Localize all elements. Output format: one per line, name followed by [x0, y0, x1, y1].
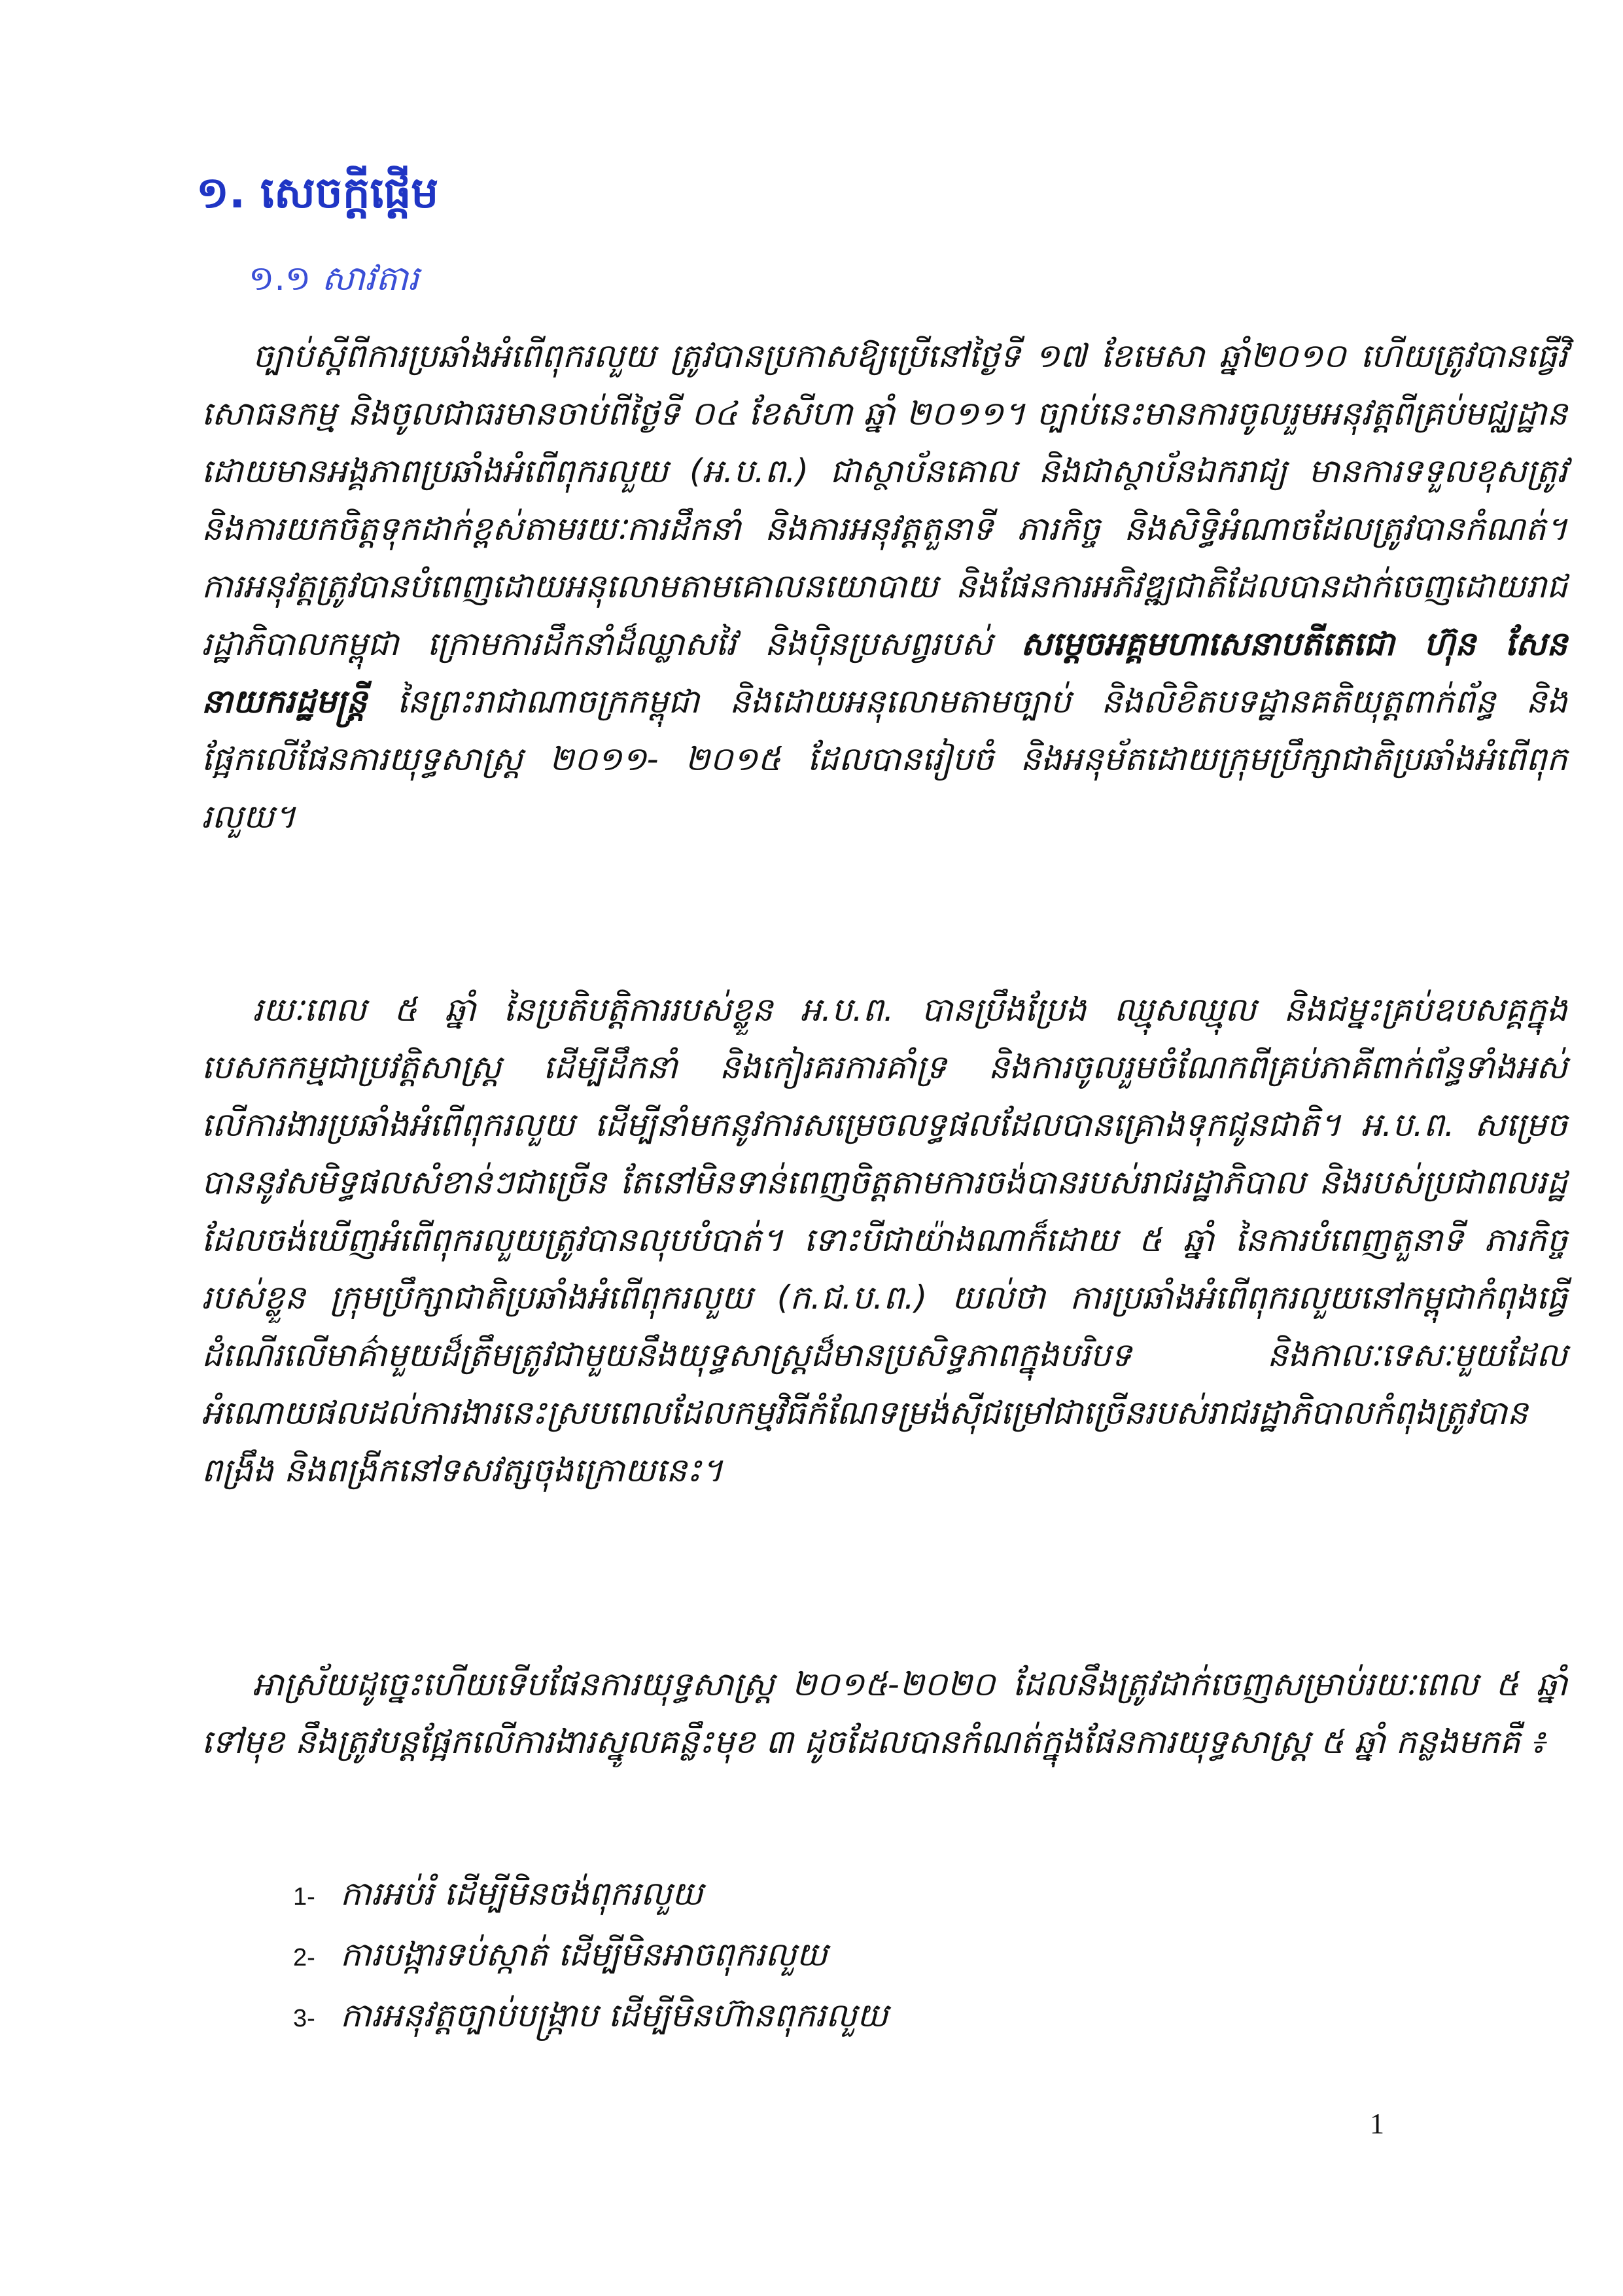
list-marker: 1-: [293, 1883, 315, 1911]
list-item-text: ការអប់រំ ដើម្បីមិនចង់ពុករលួយ: [340, 1875, 703, 1913]
core-tasks-list: [293, 1865, 888, 2047]
section-heading: [196, 168, 439, 218]
subsection-number: ១.១: [249, 259, 311, 298]
list-marker: 3-: [293, 2005, 315, 2032]
paragraph-strategic-plan: អាស្រ័យដូច្នេះហើយទើបផែនការយុទ្ធសាស្ត្រ ២០១៥-២០២០ ដែលនឹងត្រូវដាក់ចេញសម្រាប់រយៈពេល ៥ ឆ្នាំ ទៅមុខ នឹងត្រូវបន្តផ្អែកលើការងារស្នូលគន្លឹះមុខ ៣ ដូចដែលបានកំណត់ក្នុងផែនការយុទ្ធសាស្ត្រ ៥ ឆ្នាំ កន្លងមកគឺ ៖: [201, 1665, 1567, 1761]
page-number: 1: [1370, 2108, 1384, 2140]
section-title: សេចក្តីផ្តើម: [260, 168, 439, 218]
list-item-text: ការអនុវត្តច្បាប់បង្រ្កាប ដើម្បីមិនហ៊ានពុករលួយ: [340, 1996, 888, 2034]
paragraph1-text-end: នៃព្រះរាជាណាចក្រកម្ពុជា និងដោយអនុលោមតាមច្បាប់ និងលិខិតបទដ្ឋានគតិយុត្តពាក់ព័ន្ធ និងផ្អែកលើផែនការយុទ្ធសាស្ត្រ ២០១១- ២០១៥ ដែលបានរៀបចំ និងអនុម័តដោយក្រុមប្រឹក្សាជាតិប្រឆាំងអំពើពុករលួយ។: [201, 682, 1567, 836]
list-item: [293, 1865, 888, 1926]
prime-minister-name: សម្តេចអគ្គមហាសេនាបតីតេជោ ហ៊ុន សែន នាយករដ្ឋមន្ត្រី: [201, 625, 1568, 720]
list-marker: 2-: [293, 1944, 315, 1971]
list-item: [293, 1987, 888, 2047]
subsection-heading: [249, 259, 419, 298]
section-number: ១.: [196, 168, 246, 218]
list-item: [293, 1926, 888, 1987]
list-item-text: ការបង្ការទប់ស្កាត់ ដើម្បីមិនអាចពុករលួយ: [340, 1935, 828, 1973]
subsection-title: សាវតារ: [321, 259, 419, 298]
paragraph-background: [201, 327, 1567, 845]
paragraph1-text-start: ច្បាប់ស្តីពីការប្រឆាំងអំពើពុករលួយ ត្រូវបានប្រកាសឱ្យប្រើនៅថ្ងៃទី ១៧ ខែមេសា ឆ្នាំ២០១០ ហើយត្រូវបានធ្វើវិសោធនកម្ម និងចូលជាធរមានចាប់ពីថ្ងៃទី ០៤ ខែសីហា ឆ្នាំ ២០១១។ ច្បាប់នេះមានការចូលរួមអនុវត្តពីគ្រប់មជ្ឈដ្ឋានដោយមានអង្គភាពប្រឆាំងអំពើពុករលួយ (អ.ប.ព.) ជាស្ថាប័នគោល និងជាស្ថាប័នឯករាជ្យ មានការទទួលខុសត្រូវ និងការយកចិត្តទុកដាក់ខ្ពស់តាមរយៈការដឹកនាំ និងការអនុវត្តតួនាទី ភារកិច្ច និងសិទ្ធិអំណាចដែលត្រូវបានកំណត់។ ការអនុវត្តត្រូវបានបំពេញដោយអនុលោមតាមគោលនយោបាយ និងផែនការអភិវឌ្ឍជាតិដែលបានដាក់ចេញដោយរាជរដ្ឋាភិបាលកម្ពុជា ក្រោមការដឹកនាំដ៏ឈ្លាសវៃ និងប៉ិនប្រសព្វរបស់: [201, 337, 1567, 663]
paragraph-five-years: រយៈពេល ៥ ឆ្នាំ នៃប្រតិបត្តិការរបស់ខ្លួន អ.ប.ព. បានប្រឹងប្រែង ឈ្មុសឈ្មុល និងជម្នះគ្រប់ឧបសគ្គក្នុងបេសកកម្មជាប្រវត្តិសាស្ត្រ ដើម្បីដឹកនាំ និងកៀរគរការគាំទ្រ និងការចូលរួមចំណែកពីគ្រប់ភាគីពាក់ព័ន្ធទាំងអស់លើការងារប្រឆាំងអំពើពុករលួយ ដើម្បីនាំមកនូវការសម្រេចលទ្ធផលដែលបានគ្រោងទុកជូនជាតិ។ អ.ប.ព. សម្រេចបាននូវសមិទ្ធផលសំខាន់ៗជាច្រើន តែនៅមិនទាន់ពេញចិត្តតាមការចង់បានរបស់រាជរដ្ឋាភិបាល និងរបស់ប្រជាពលរដ្ឋដែលចង់ឃើញអំពើពុករលួយត្រូវបានលុបបំបាត់។ ទោះបីជាយ៉ាងណាក៏ដោយ ៥ ឆ្នាំ នៃការបំពេញតួនាទី ភារកិច្ចរបស់ខ្លួន ក្រុមប្រឹក្សាជាតិប្រឆាំងអំពើពុករលួយ (ក.ជ.ប.ព.) យល់ថា ការប្រឆាំងអំពើពុករលួយនៅកម្ពុជាកំពុងធ្វើដំណើរលើមាគ៌ាមួយដ៏ត្រឹមត្រូវជាមួយនឹងយុទ្ធសាស្ត្រដ៏មានប្រសិទ្ធភាពក្នុងបរិបទ និងកាលៈទេសៈមួយដែលអំណោយផលដល់ការងារនេះស្របពេលដែលកម្មវិធីកំណែទម្រង់ស៊ីជម្រៅជាច្រើនរបស់រាជរដ្ឋាភិបាលកំពុងត្រូវបានពង្រឹង និងពង្រីកនៅទសវត្សចុងក្រោយនេះ។: [201, 991, 1567, 1489]
